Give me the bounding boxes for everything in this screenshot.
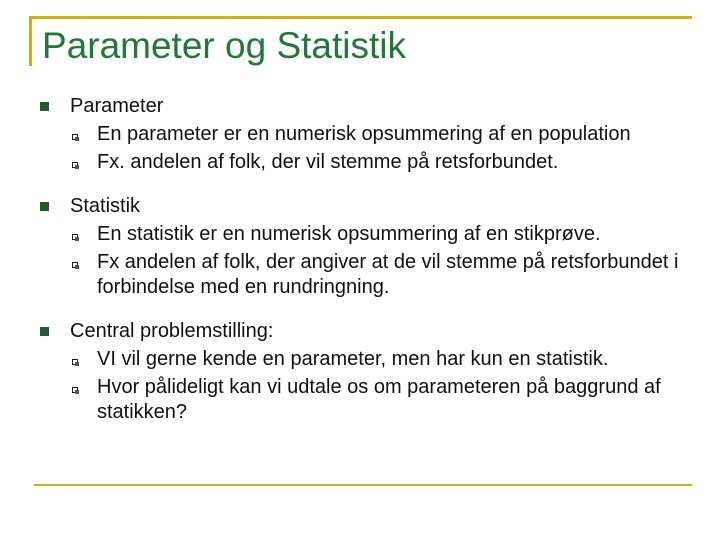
slide-title: Parameter og Statistik	[42, 25, 406, 66]
square-bullet-icon	[40, 202, 49, 211]
checkbox-bullet-icon	[72, 134, 78, 140]
section-heading: Statistik	[70, 195, 141, 217]
checkbox-bullet-icon	[72, 359, 78, 365]
title-frame-top-rule	[29, 16, 692, 19]
sub-item-text: En parameter er en numerisk opsummering af en population	[97, 123, 631, 145]
checkbox-bullet-icon	[72, 262, 78, 268]
sub-item	[70, 222, 680, 247]
sub-item	[70, 347, 680, 372]
title-frame-left-rule	[29, 16, 32, 66]
sub-item-text: Fx. andelen af folk, der vil stemme på retsforbundet.	[97, 151, 559, 173]
bottom-rule	[34, 484, 692, 486]
sub-item-text: En statistik er en numerisk opsummering af en stikprøve.	[97, 223, 601, 245]
checkbox-bullet-icon	[72, 387, 78, 393]
section-central-problem	[40, 319, 680, 425]
sub-item-text: VI vil gerne kende en parameter, men har kun en statistik.	[97, 348, 609, 370]
section-parameter	[40, 94, 680, 175]
sub-item	[70, 250, 680, 300]
sub-item-text: Hvor pålideligt kan vi udtale os om parameteren på baggrund af statikken?	[97, 376, 661, 423]
sub-item	[70, 150, 680, 175]
sub-item-text: Fx andelen af folk, der angiver at de vil stemme på retsforbundet i forbindelse med en rundringning.	[97, 251, 679, 298]
bullet-list	[40, 94, 680, 425]
section-heading: Parameter	[70, 95, 164, 117]
checkbox-bullet-icon	[72, 234, 78, 240]
sub-item	[70, 375, 680, 425]
square-bullet-icon	[40, 327, 49, 336]
section-statistik	[40, 194, 680, 300]
square-bullet-icon	[40, 102, 49, 111]
sub-item	[70, 122, 680, 147]
checkbox-bullet-icon	[72, 162, 78, 168]
section-heading: Central problemstilling:	[70, 320, 274, 342]
